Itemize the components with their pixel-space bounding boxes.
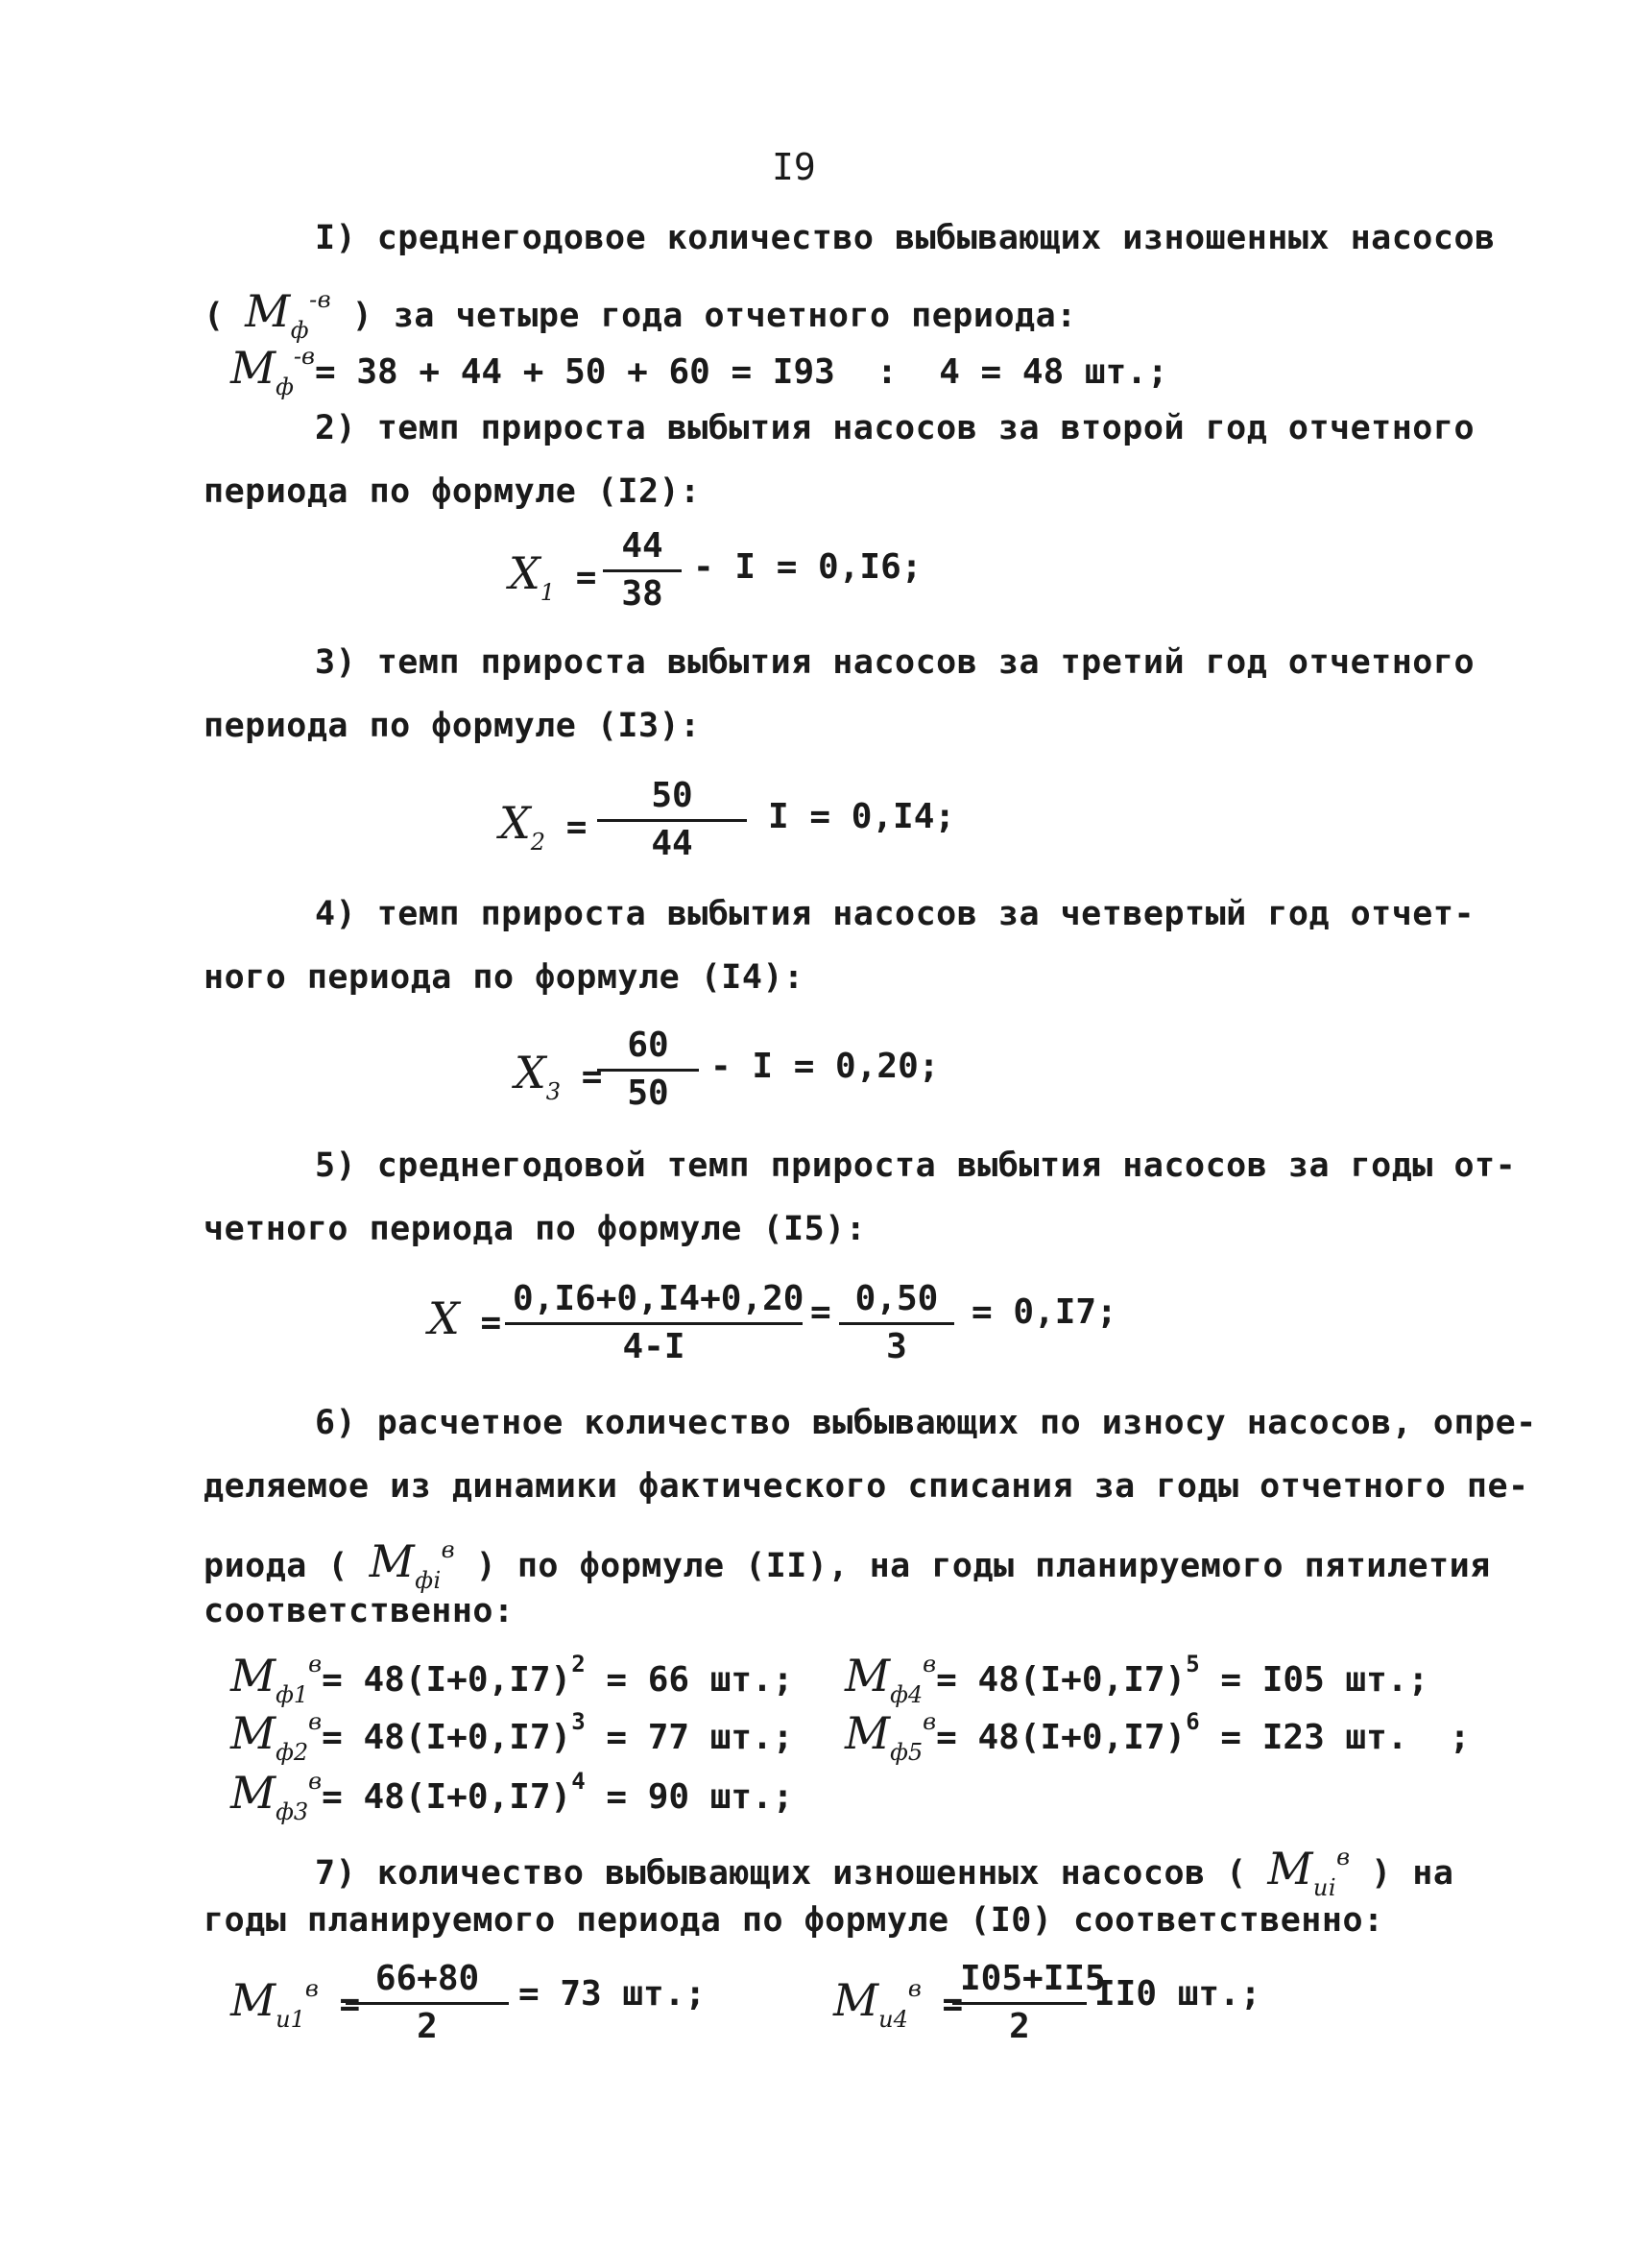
item3-rest: I = 0,I4; — [768, 797, 956, 836]
item7-f2-fraction — [952, 1959, 1106, 2046]
item2-fraction — [603, 526, 682, 614]
item7-f1-fraction — [346, 1959, 509, 2046]
item5-denominator-1: 4-I — [622, 1327, 685, 1366]
item7-line1b: ) на — [1371, 1854, 1454, 1893]
item2-line1: 2) темп прироста выбытия насосов за второй год отчетного — [315, 409, 1476, 447]
item5-fraction-2 — [839, 1279, 954, 1366]
item1-line2-row — [204, 278, 1077, 351]
item1-formula: = 38 + 44 + 50 + 60 = I93 : 4 = 48 шт.; — [314, 352, 1168, 392]
item6-line4: соответственно: — [204, 1592, 515, 1630]
item1-formula-row — [230, 342, 1168, 400]
item6-symbol-inline: $М_{фi}^в$ — [369, 1535, 456, 1594]
item5-var: X = — [428, 1292, 502, 1344]
item7-f2-numerator: I05+II5 — [952, 1959, 1087, 2005]
item6-line1: 6) расчетное количество выбывающих по износу насосов, опре- — [315, 1404, 1537, 1442]
item4-line2: ного периода по формуле (I4): — [204, 958, 804, 997]
item6-line2: деляемое из динамики фактического списания за годы отчетного пе- — [204, 1467, 1529, 1506]
item7-line1-row — [315, 1836, 1453, 1909]
item4-fraction — [597, 1025, 699, 1113]
item7-f1-denominator: 2 — [417, 2007, 438, 2046]
item1-formula-symbol: $М_ф^{-в}$ — [230, 342, 315, 400]
item5-numerator-1: 0,I6+0,I4+0,20 — [505, 1279, 803, 1325]
item3-denominator: 44 — [651, 824, 693, 863]
item7-f1-numerator: 66+80 — [346, 1959, 509, 2005]
item7-line2: годы планируемого периода по формуле (I0) соответственно: — [204, 1901, 1384, 1940]
item6-result-1: $М_{ф1}^в= 48(I+0,I7)^2 = 66$ шт.; — [230, 1650, 794, 1708]
item4-denominator: 50 — [627, 1074, 669, 1113]
item4-rest: - I = 0,20; — [710, 1047, 940, 1086]
item7-f2-symbol: $М_{и4}^в$ = — [833, 1974, 964, 2033]
item2-line2: периода по формуле (I2): — [204, 472, 701, 511]
item1-symbol-inline: $М_ф^{-в}$ — [245, 285, 332, 344]
item7-f1-symbol: $М_{и1}^в$ = — [230, 1974, 361, 2033]
item5-denominator-2: 3 — [886, 1327, 907, 1366]
item6-result-2: $М_{ф2}^в= 48(I+0,I7)^3 = 77$ шт.; — [230, 1707, 794, 1766]
item4-var: $X_3$ = — [515, 1047, 603, 1105]
item2-denominator: 38 — [621, 574, 663, 614]
item7-line1a: 7) количество выбывающих изношенных насосов ( — [315, 1854, 1247, 1893]
item1-line1: I) среднегодовое количество выбывающих изношенных насосов — [315, 219, 1496, 257]
item3-numerator: 50 — [597, 776, 747, 822]
item6-result-3: $М_{ф3}^в= 48(I+0,I7)^4 = 90$ шт.; — [230, 1767, 794, 1825]
item3-var: $X_2$ = — [499, 797, 588, 856]
item3-line1: 3) темп прироста выбытия насосов за третий год отчетного — [315, 643, 1476, 682]
item5-line1: 5) среднегодовой темп прироста выбытия насосов за годы от- — [315, 1146, 1517, 1185]
item7-f2-rest: II0 шт.; — [1094, 1974, 1261, 2014]
item2-rest: - I = 0,I6; — [693, 547, 923, 587]
item3-fraction — [597, 776, 747, 863]
item1-line2: ) за четыре года отчетного периода: — [351, 297, 1077, 335]
item5-fraction-1 — [505, 1279, 803, 1366]
item3-line2: периода по формуле (I3): — [204, 707, 701, 745]
item7-f2-denominator: 2 — [1009, 2007, 1030, 2046]
item2-var: $X_1$ = — [509, 547, 597, 606]
item6-line3a: риода ( — [204, 1547, 349, 1585]
item7-f1-rest: = 73 шт.; — [518, 1974, 707, 2014]
item6-line3b: ) по формуле (II), на годы планируемого пятилетия — [475, 1547, 1491, 1585]
item4-line1: 4) темп прироста выбытия насосов за четвертый год отчет- — [315, 895, 1476, 933]
item1-paren: ( — [204, 297, 225, 335]
item5-numerator-2: 0,50 — [839, 1279, 954, 1325]
page-number: I9 — [772, 146, 816, 188]
item2-numerator: 44 — [603, 526, 682, 572]
item5-rest: = 0,I7; — [972, 1292, 1117, 1332]
item5-eq2: = — [810, 1292, 831, 1332]
item6-result-4: $М_{ф4}^в= 48(I+0,I7)^5 = I05$ шт.; — [845, 1650, 1429, 1708]
item6-result-5: $М_{ф5}^в= 48(I+0,I7)^6 = I23$ шт. ; — [845, 1707, 1471, 1766]
item7-symbol-inline: $М_{иi}^в$ — [1267, 1843, 1351, 1901]
item4-numerator: 60 — [597, 1025, 699, 1072]
item5-line2: четного периода по формуле (I5): — [204, 1210, 867, 1248]
